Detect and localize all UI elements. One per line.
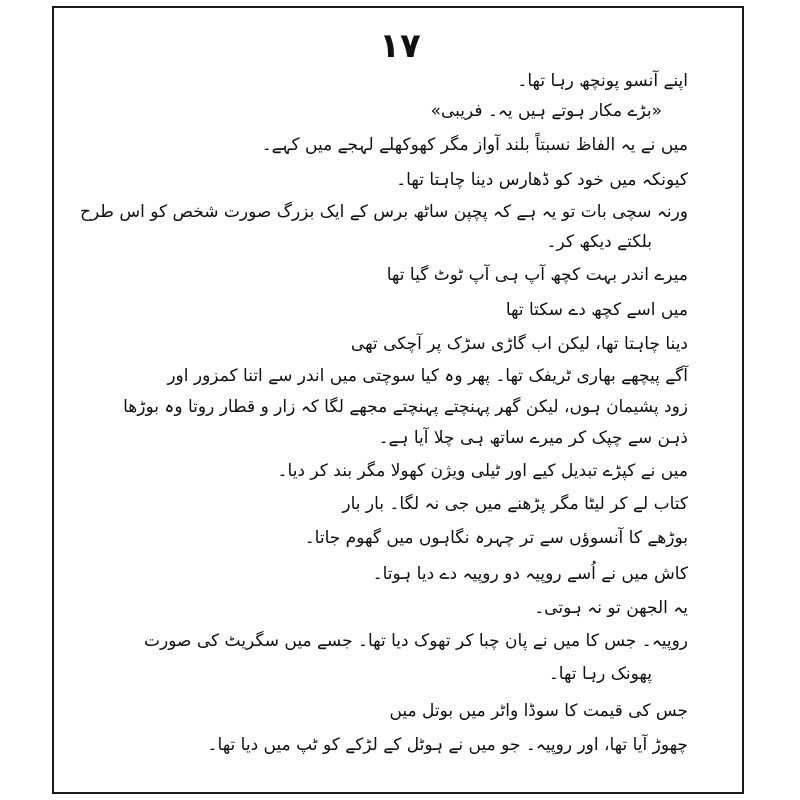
text-line: ورنہ سچی بات تو یہ ہے کہ پچپن ساٹھ برس کے ایک بزرگ صورت شخص کو اس طرح	[80, 202, 688, 222]
text-line: اپنے آنسو پونچھ رہا تھا۔	[517, 71, 688, 91]
text-line: دینا چاہتا تھا، لیکن اب گاڑی سڑک پر آچکی تھی	[350, 334, 688, 354]
text-line: «بڑے مکار ہوتے ہیں یہ۔ فریبی»	[430, 101, 662, 121]
text-line: بوڑھے کا آنسوؤں سے تر چہرہ نگاہوں میں گھوم جاتا۔	[304, 528, 688, 548]
text-line: میں اسے کچھ دے سکتا تھا	[505, 300, 688, 320]
text-line: میرے اندر بہت کچھ آپ ہی آپ ٹوٹ گیا تھا	[386, 265, 688, 285]
text-line: روپیہ۔ جس کا میں نے پان چبا کر تھوک دیا تھا۔ جسے میں سگریٹ کی صورت	[144, 631, 688, 651]
text-line: بلکتے دیکھ کر۔	[546, 232, 652, 252]
text-line: کتاب لے کر لیٹا مگر پڑھنے میں جی نہ لگا۔ بار بار	[342, 494, 688, 514]
text-line: کاش میں نے اُسے روپیہ دو روپیہ دے دیا ہوتا۔	[372, 564, 688, 584]
text-line: پھونک رہا تھا۔	[548, 664, 652, 684]
text-line: جس کی قیمت کا سوڈا واٹر میں بوتل میں	[389, 701, 688, 721]
text-line: ذہن سے چپک کر میرے ساتھ ہی چلا آیا ہے۔	[378, 428, 688, 448]
text-line: آگے پیچھے بھاری ٹریفک تھا۔ پھر وہ کیا سوچتی میں اندر سے اتنا کمزور اور	[167, 366, 688, 386]
text-line: یہ الجھن تو نہ ہوتی۔	[534, 598, 688, 618]
text-line: زود پشیمان ہوں، لیکن گھر پہنچتے پہنچتے مجھے لگا کہ زار و قطار روتا وہ بوڑھا	[123, 397, 688, 417]
text-line: میں نے یہ الفاظ نسبتاً بلند آواز مگر کھوکھلے لہجے میں کہے۔	[261, 135, 688, 155]
text-line: چھوڑ آیا تھا، اور روپیہ۔ جو میں نے ہوٹل کے لڑکے کو ٹپ میں دیا تھا۔	[207, 735, 688, 755]
text-line: میں نے کپڑے تبدیل کیے اور ٹیلی ویژن کھولا مگر بند کر دیا۔	[277, 461, 688, 481]
text-line: کیونکہ میں خود کو ڈھارس دینا چاہتا تھا۔	[396, 170, 688, 190]
page-number: ١٧	[379, 26, 421, 66]
